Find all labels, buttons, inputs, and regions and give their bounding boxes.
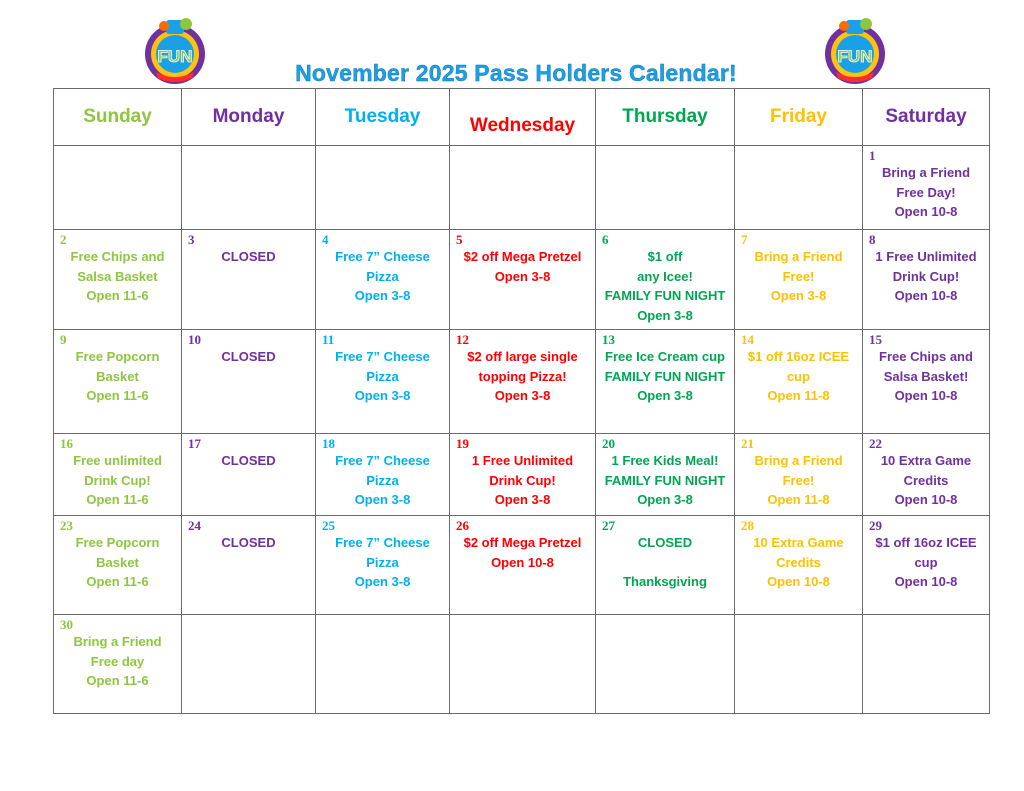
day-cell-24 <box>182 516 316 615</box>
event-line: Free 7” Cheese <box>335 249 430 264</box>
empty-day-cell <box>182 615 316 714</box>
event-line: Bring a Friend <box>881 165 971 180</box>
event-line: Open 11-6 <box>86 288 149 303</box>
event-line: Pizza <box>366 268 399 284</box>
event-line: Open 3-8 <box>354 288 411 303</box>
day-events <box>735 247 862 306</box>
day-number: 8 <box>869 232 876 247</box>
event-line: Free! <box>782 268 815 284</box>
event-line: Open 10-8 <box>894 574 958 589</box>
day-number: 25 <box>322 518 335 533</box>
day-number: 22 <box>869 436 882 451</box>
day-cell-18 <box>316 434 450 516</box>
event-line: Open 11-6 <box>86 388 149 403</box>
event-line: $1 off 16oz ICEE <box>875 535 977 550</box>
event-line: Free Popcorn <box>75 535 160 550</box>
event-line: Basket <box>96 368 139 384</box>
day-number: 16 <box>60 436 73 451</box>
event-line: Free Ice Cream cup <box>605 349 725 364</box>
event-line: Credits <box>903 472 949 488</box>
event-line: cup <box>914 554 938 570</box>
page-title: November 2025 Pass Holders Calendar! <box>295 60 737 86</box>
event-line: Pizza <box>366 554 399 570</box>
event-line: Drink Cup! <box>84 472 151 488</box>
event-line: Open 10-8 <box>894 492 958 507</box>
day-number: 23 <box>60 518 73 533</box>
day-events <box>182 451 315 471</box>
event-line: CLOSED <box>221 349 276 364</box>
weekday-header-row <box>54 89 990 146</box>
day-cell-29 <box>863 516 990 615</box>
event-line: CLOSED <box>637 535 693 550</box>
event-line: Open 10-8 <box>894 288 958 303</box>
day-cell-5 <box>450 230 596 330</box>
event-line: Open 11-8 <box>767 388 830 403</box>
day-number: 10 <box>188 332 201 347</box>
event-line: Free Chips and <box>879 349 973 364</box>
day-events <box>182 533 315 553</box>
event-line: Open 10-8 <box>491 554 554 570</box>
week-row <box>54 146 990 230</box>
day-events <box>735 451 862 510</box>
event-line: Free day <box>90 653 145 669</box>
day-cell-30 <box>54 615 182 714</box>
event-line <box>596 553 734 573</box>
event-line: FAMILY FUN NIGHT <box>604 288 726 303</box>
day-cell-26 <box>450 516 596 615</box>
empty-day-cell <box>450 615 596 714</box>
event-line: Open 3-8 <box>637 492 693 507</box>
header-sunday: Sunday <box>54 89 182 146</box>
day-cell-8 <box>863 230 990 330</box>
day-cell-3 <box>182 230 316 330</box>
day-events <box>450 451 595 510</box>
day-number: 13 <box>602 332 615 347</box>
day-number: 29 <box>869 518 882 533</box>
day-cell-2 <box>54 230 182 330</box>
svg-text:FUN: FUN <box>837 47 873 66</box>
event-line: 1 Free Unlimited <box>471 453 574 468</box>
day-events <box>450 347 595 406</box>
event-line: Free 7” Cheese <box>335 349 430 364</box>
event-line: 10 Extra Game <box>880 453 972 468</box>
day-cell-25 <box>316 516 450 615</box>
event-line: Open 10-8 <box>767 574 830 589</box>
day-cell-15 <box>863 330 990 434</box>
event-line: Free Day! <box>896 184 956 200</box>
event-line: Open 3-8 <box>770 288 827 303</box>
event-line: Open 3-8 <box>354 574 411 589</box>
event-line: Open 3-8 <box>637 388 693 403</box>
day-number: 28 <box>741 518 754 533</box>
day-cell-4 <box>316 230 450 330</box>
day-number: 17 <box>188 436 201 451</box>
day-events <box>863 533 989 592</box>
day-cell-16 <box>54 434 182 516</box>
day-number: 15 <box>869 332 882 347</box>
day-cell-6 <box>596 230 735 330</box>
day-number: 2 <box>60 232 67 247</box>
day-events <box>735 347 862 406</box>
event-line: Salsa Basket <box>77 268 158 284</box>
empty-day-cell <box>596 146 735 230</box>
header-saturday: Saturday <box>863 89 990 146</box>
day-cell-12 <box>450 330 596 434</box>
day-events <box>450 533 595 572</box>
day-events <box>316 533 449 592</box>
event-line: Open 11-8 <box>767 492 830 507</box>
day-events <box>54 247 181 306</box>
event-line: CLOSED <box>221 249 276 264</box>
day-number: 11 <box>322 332 335 347</box>
event-line: Open 3-8 <box>494 388 551 403</box>
event-line: 10 Extra Game <box>753 535 844 550</box>
event-line: Open 10-8 <box>894 204 958 219</box>
day-number: 30 <box>60 617 73 632</box>
day-number: 26 <box>456 518 469 533</box>
day-cell-10 <box>182 330 316 434</box>
day-events <box>596 347 734 406</box>
day-cell-19 <box>450 434 596 516</box>
day-number: 3 <box>188 232 195 247</box>
day-events <box>863 451 989 510</box>
empty-day-cell <box>863 615 990 714</box>
day-cell-21 <box>735 434 863 516</box>
day-cell-23 <box>54 516 182 615</box>
event-line: Open 3-8 <box>354 492 411 507</box>
day-events <box>863 247 989 306</box>
day-events <box>596 533 734 592</box>
day-events <box>54 451 181 510</box>
event-line: Free unlimited <box>73 453 162 468</box>
event-line: any Icee! <box>637 268 693 284</box>
header-monday: Monday <box>182 89 316 146</box>
event-line: topping Pizza! <box>478 368 567 384</box>
day-number: 4 <box>322 232 329 247</box>
day-cell-1 <box>863 146 990 230</box>
day-cell-7 <box>735 230 863 330</box>
day-number: 19 <box>456 436 469 451</box>
event-line: cup <box>786 368 811 384</box>
day-number: 5 <box>456 232 463 247</box>
day-events <box>316 451 449 510</box>
day-number: 18 <box>322 436 335 451</box>
day-events <box>316 347 449 406</box>
event-line: CLOSED <box>221 535 276 550</box>
event-line: Open 11-6 <box>86 574 149 589</box>
day-cell-14 <box>735 330 863 434</box>
day-events <box>54 347 181 406</box>
day-number: 6 <box>602 232 609 247</box>
event-line: 1 Free Unlimited <box>875 249 977 264</box>
header-wednesday <box>450 89 596 146</box>
event-line: Salsa Basket! <box>883 368 969 384</box>
week-row <box>54 330 990 434</box>
event-line: Pizza <box>366 368 399 384</box>
svg-text:FUN: FUN <box>157 47 193 66</box>
day-events <box>863 347 989 406</box>
day-cell-22 <box>863 434 990 516</box>
day-number: 27 <box>602 518 615 533</box>
week-row <box>54 230 990 330</box>
empty-day-cell <box>735 146 863 230</box>
empty-day-cell <box>316 615 450 714</box>
day-events <box>316 247 449 306</box>
event-line: Open 10-8 <box>894 388 958 403</box>
day-events <box>735 533 862 592</box>
day-number: 12 <box>456 332 469 347</box>
event-line: 1 Free Kids Meal! <box>611 453 719 468</box>
event-line: Bring a Friend <box>754 453 843 468</box>
event-line: Credits <box>776 554 821 570</box>
day-cell-27 <box>596 516 735 615</box>
day-events <box>596 451 734 510</box>
event-line: Open 11-6 <box>86 673 149 688</box>
day-number: 7 <box>741 232 748 247</box>
day-number: 24 <box>188 518 201 533</box>
event-line: Drink Cup! <box>489 472 556 488</box>
event-line: Open 3-8 <box>354 388 411 403</box>
event-line: Free 7” Cheese <box>335 535 430 550</box>
empty-day-cell <box>596 615 735 714</box>
day-events <box>863 163 989 222</box>
day-events <box>450 247 595 286</box>
event-line: Pizza <box>366 472 399 488</box>
day-events <box>54 533 181 592</box>
day-events <box>596 247 734 325</box>
event-line: Basket <box>96 554 139 570</box>
event-line: Drink Cup! <box>892 268 960 284</box>
event-line: $1 off 16oz ICEE <box>747 349 850 364</box>
day-number: 9 <box>60 332 67 347</box>
calendar-table <box>53 88 990 714</box>
event-line: CLOSED <box>221 453 276 468</box>
day-cell-28 <box>735 516 863 615</box>
event-line: FAMILY FUN NIGHT <box>604 368 726 384</box>
event-line: Open 11-6 <box>86 492 149 507</box>
day-cell-13 <box>596 330 735 434</box>
empty-day-cell <box>316 146 450 230</box>
day-events <box>182 247 315 267</box>
event-line: $2 off large single <box>467 349 578 364</box>
event-line: Free 7” Cheese <box>335 453 430 468</box>
event-line: Free Chips and <box>70 249 165 264</box>
empty-day-cell <box>182 146 316 230</box>
day-number: 20 <box>602 436 615 451</box>
event-line: $2 off Mega Pretzel <box>463 535 582 550</box>
header-tuesday: Tuesday <box>316 89 450 146</box>
event-line: FAMILY FUN NIGHT <box>604 472 726 488</box>
day-number: 1 <box>869 148 876 163</box>
day-events <box>54 632 181 691</box>
day-number: 14 <box>741 332 754 347</box>
week-row <box>54 615 990 714</box>
week-row <box>54 434 990 516</box>
event-line: Open 3-8 <box>494 492 551 507</box>
day-events <box>182 347 315 367</box>
event-line: Free! <box>782 472 815 488</box>
empty-day-cell <box>735 615 863 714</box>
empty-day-cell <box>450 146 596 230</box>
empty-day-cell <box>54 146 182 230</box>
event-line: Thanksgiving <box>623 574 707 589</box>
event-line: Bring a Friend <box>73 634 162 649</box>
week-row <box>54 516 990 615</box>
event-line: $1 off <box>647 249 683 264</box>
day-cell-17 <box>182 434 316 516</box>
day-cell-20 <box>596 434 735 516</box>
event-line: Open 3-8 <box>494 268 551 284</box>
event-line: Open 3-8 <box>637 307 693 323</box>
day-number: 21 <box>741 436 754 451</box>
header-wednesday-label: Wednesday <box>469 115 576 136</box>
day-cell-9 <box>54 330 182 434</box>
day-cell-11 <box>316 330 450 434</box>
header-thursday: Thursday <box>596 89 735 146</box>
header-friday: Friday <box>735 89 863 146</box>
event-line: Free Popcorn <box>75 349 160 364</box>
event-line: Bring a Friend <box>754 249 843 264</box>
event-line: $2 off Mega Pretzel <box>463 249 582 264</box>
